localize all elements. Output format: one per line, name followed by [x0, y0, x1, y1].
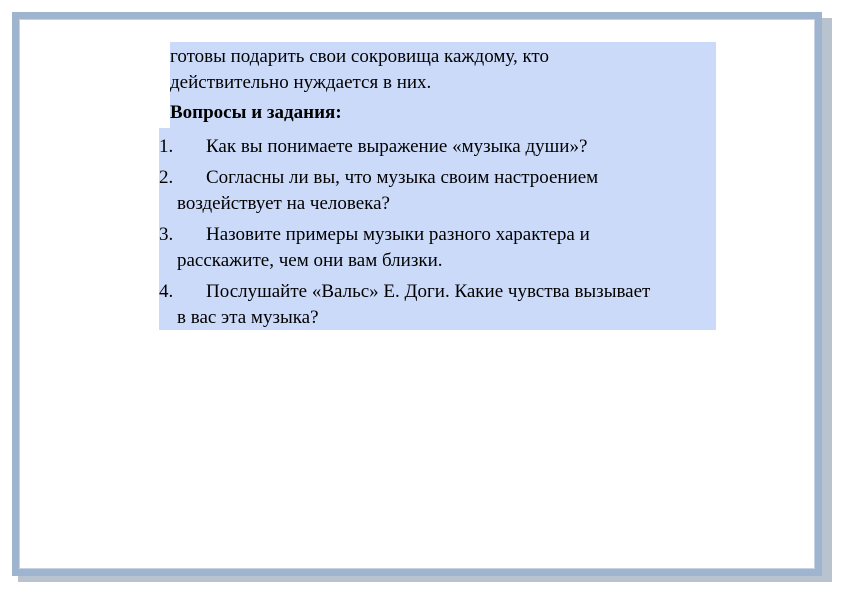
questions-heading: Вопросы и задания:: [170, 102, 342, 123]
list-item-text: Назовите примеры музыки разного характера и: [206, 224, 590, 245]
list-item: [159, 165, 598, 217]
list-item-continuation: воздействует на человека?: [177, 193, 390, 214]
list-item-number: 3.: [159, 224, 174, 245]
list-item-continuation: в вас эта музыка?: [177, 307, 319, 328]
list-item-text: Послушайте «Вальс» Е. Доги. Какие чувства вызывает: [206, 281, 651, 302]
list-item-number: 2.: [159, 167, 174, 188]
intro-paragraph: [170, 44, 549, 96]
list-item-number: 1.: [159, 136, 174, 157]
intro-line: действительно нуждается в них.: [170, 72, 432, 93]
list-item-number: 4.: [159, 281, 174, 302]
list-item-text: Согласны ли вы, что музыка своим настроением: [206, 167, 599, 188]
list-item-text: Как вы понимаете выражение «музыка души»?: [206, 136, 588, 157]
list-item: [159, 279, 650, 331]
list-item: [159, 222, 590, 274]
list-item: [159, 134, 587, 160]
intro-line: готовы подарить свои сокровища каждому, кто: [170, 46, 549, 67]
list-item-continuation: расскажите, чем они вам близки.: [177, 250, 443, 271]
